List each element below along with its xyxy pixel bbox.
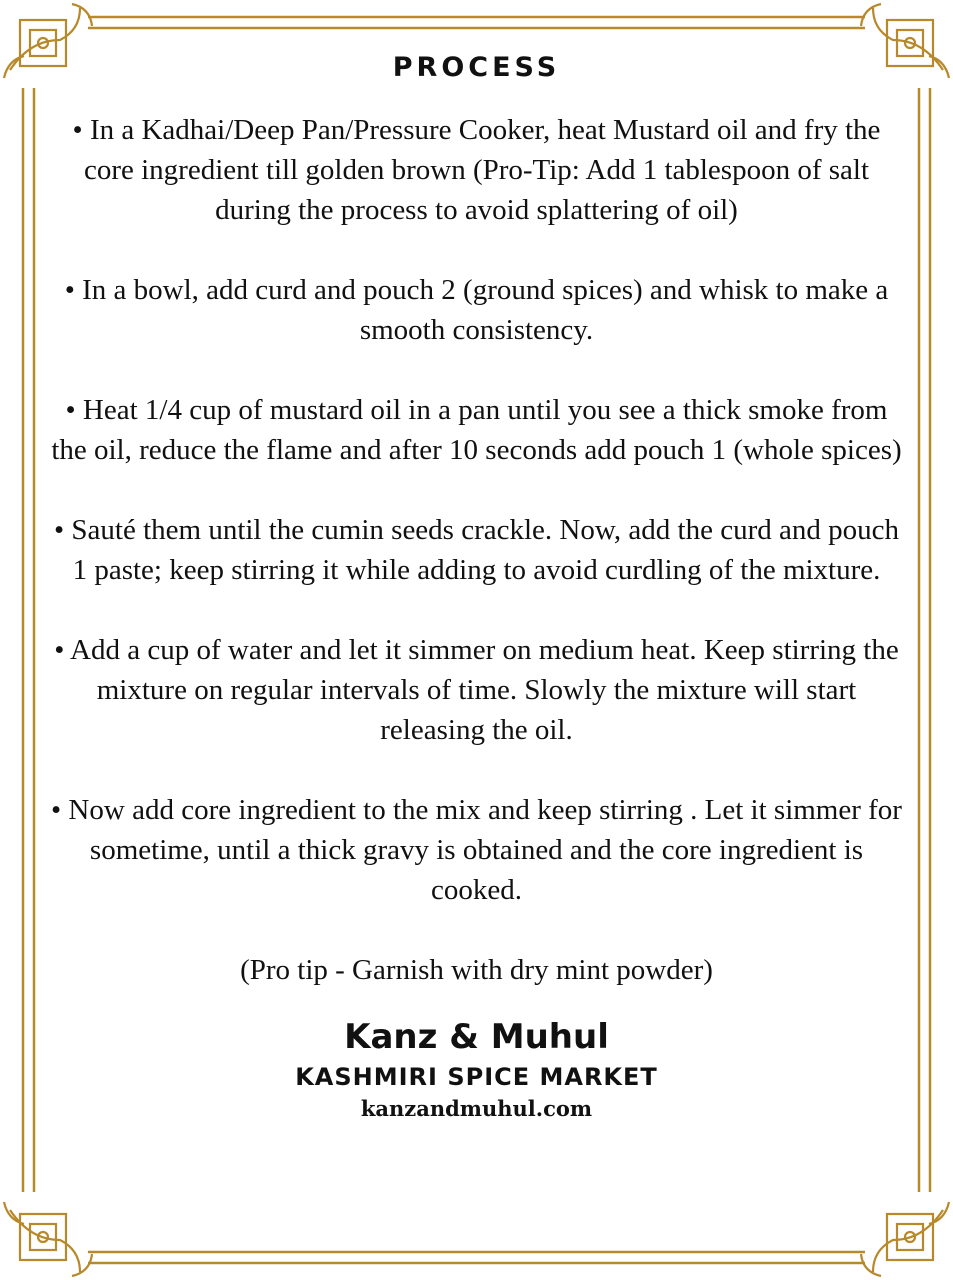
corner-ornament-bottom-right-icon xyxy=(861,1202,949,1276)
process-step-1: • In a Kadhai/Deep Pan/Pressure Cooker, heat Mustard oil and fry the core ingredient till golden brown (Pro-Tip: Add 1 tablespoon of salt during the process to avoid splattering of oil) xyxy=(72,114,881,226)
recipe-card xyxy=(50,52,903,1124)
corner-ornament-bottom-left-icon xyxy=(4,1202,92,1276)
website-link[interactable]: kanzandmuhul.com xyxy=(360,1096,593,1121)
process-step-3: • Heat 1/4 cup of mustard oil in a pan until you see a thick smoke from the oil, reduce the flame and after 10 seconds add pouch 1 (whole spices) xyxy=(51,394,902,466)
process-step-6: • Now add core ingredient to the mix and keep stirring . Let it simmer for sometime, until a thick gravy is obtained and the core ingredient is cooked. xyxy=(51,794,902,906)
process-step-5: • Add a cup of water and let it simmer on medium heat. Keep stirring the mixture on regular intervals of time. Slowly the mixture will start releasing the oil. xyxy=(54,634,899,746)
page-title: PROCESS xyxy=(392,52,561,83)
pro-tip-note: (Pro tip - Garnish with dry mint powder) xyxy=(240,954,713,986)
brand-name: Kanz & Muhul xyxy=(344,1017,609,1057)
brand-tagline: KASHMIRI SPICE MARKET xyxy=(295,1063,658,1091)
process-step-4: • Sauté them until the cumin seeds crackle. Now, add the curd and pouch 1 paste; keep stirring it while adding to avoid curdling of the mixture. xyxy=(54,514,899,586)
process-step-2: • In a bowl, add curd and pouch 2 (ground spices) and whisk to make a smooth consistency. xyxy=(64,274,889,346)
process-steps xyxy=(50,110,903,990)
brand-footer xyxy=(50,1014,903,1124)
